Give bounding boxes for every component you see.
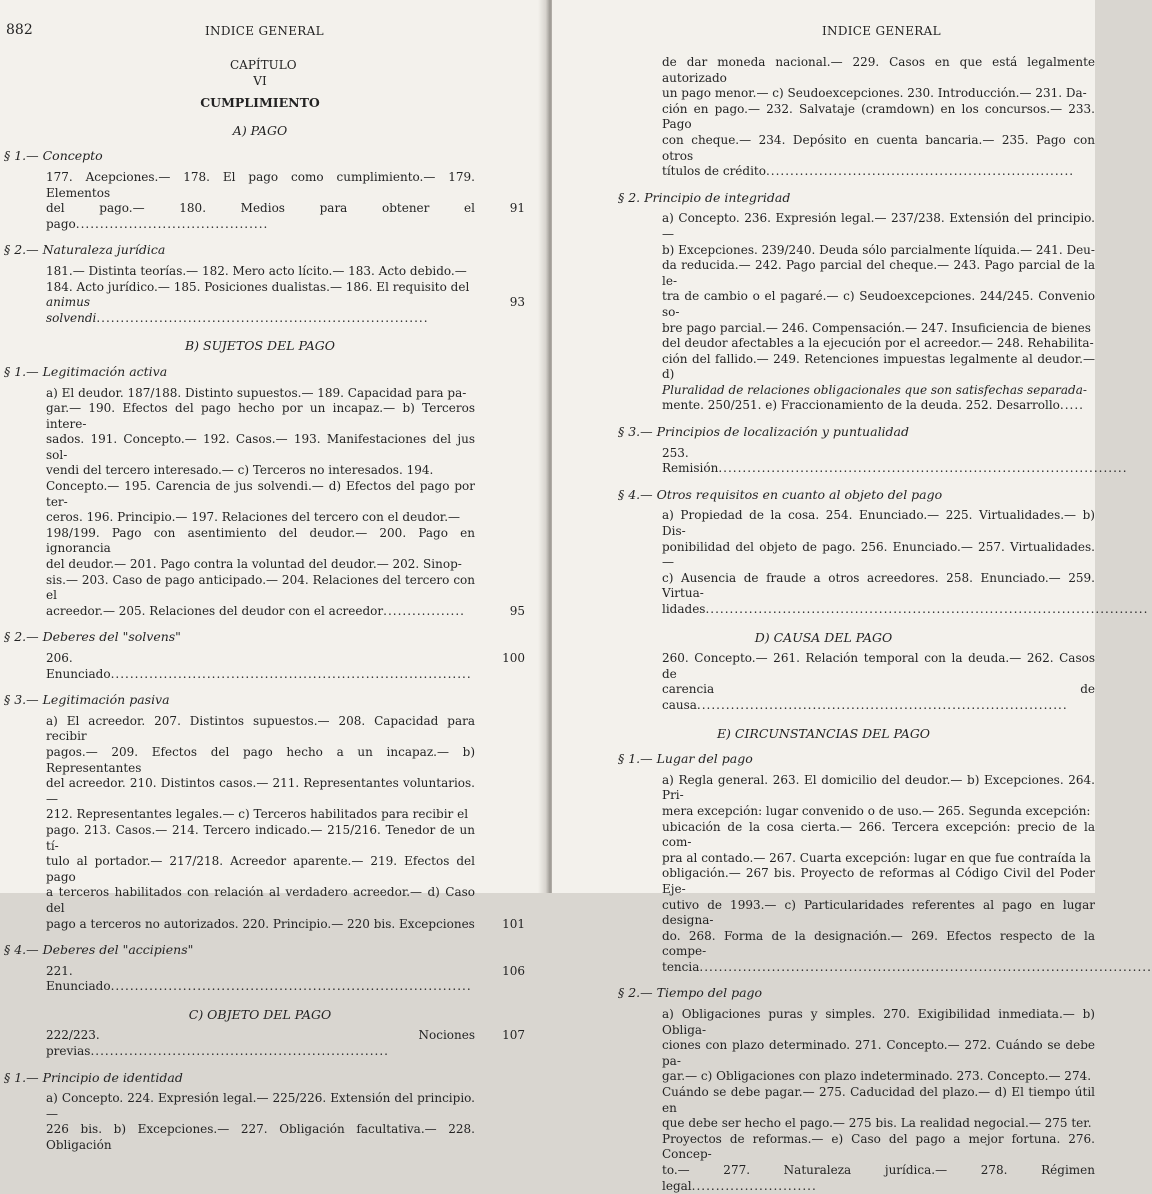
part-heading: A) PAGO <box>232 122 288 138</box>
toc-entry: a) El acreedor. 207. Distintos supuestos.— 208. Capacidad para recibir pagos.— 209. Efectos del pago hecho a un incapaz.— b) Representantes del acreedor. 210. Distintos casos.— 211. Representantes voluntarios.— 212. Representantes legales.— c) Terceros habilitados para recibir el pago. 213. Casos.— 214. Tercero indicado.— 215/216. Tenedor de un tí- tulo al portador.— 217/218. Acreedor aparente.— 219. Efectos del pago a terceros habilitados con relación al verdadero acreedor.— d) Caso del pago a terceros no autorizados. 220. Principio.— 220 bis. Excepciones 101 <box>46 713 525 931</box>
chapter-label: CAPÍTULO VI <box>230 58 297 88</box>
toc-entry: 253. Remisión..................................................................................... <box>662 445 1128 476</box>
section-heading: § 1.— Lugar del pago <box>618 751 753 767</box>
toc-entry: 181.— Distinta teorías.— 182. Mero acto lícito.— 183. Acto debido.— 184. Acto jurídico.— 185. Posiciones dualistas.— 186. El requisito del animus solvendi..................................................................... 93 <box>46 263 525 325</box>
section-heading: § 2.— Tiempo del pago <box>618 985 763 1001</box>
toc-entry: 221. Enunciado........................................................................... 106 <box>46 963 525 994</box>
toc-entry: 206. Enunciado........................................................................... 100 <box>46 651 525 681</box>
part-heading: E) CIRCUNSTANCIAS DEL PAGO <box>716 725 931 741</box>
part-heading: D) CAUSA DEL PAGO <box>754 629 893 645</box>
page-ref: 101 <box>502 916 525 931</box>
page-ref: 100 <box>502 651 525 665</box>
page-ref: 95 <box>509 603 525 618</box>
page-ref: 107 <box>502 1028 525 1043</box>
section-heading: § 1.— Concepto <box>4 148 103 164</box>
section-heading: § 4.— Deberes del "accipiens" <box>4 942 194 958</box>
section-heading: § 2.— Deberes del "solvens" <box>4 629 181 645</box>
toc-entry: a) Obligaciones puras y simples. 270. Exigibilidad inmediata.— b) Obliga- ciones con plazo determinado. 271. Concepto.— 272. Cuándo se debe pa- gar.— c) Obligaciones con plazo indeterminado. 273. Concepto.— 274. Cuándo se debe pagar.— 275. Caducidad del plazo.— d) El tiempo útil en que debe ser hecho el pago.— 275 bis. La realidad negocial.— 275 ter. Proyectos de reformas.— e) Caso del pago a mejor fortuna. 276. Concep- to.— 277. Naturaleza jurídica.— 278. Régimen legal.......................... <box>662 1007 1095 1193</box>
toc-entry: a) Concepto. 236. Expresión legal.— 237/238. Extensión del principio.— b) Excepciones. 239/240. Deuda sólo parcialmente líquida.— 241. Deu- da reducida.— 242. Pago parcial del cheque.— 243. Pago parcial de la le- tra de cambio o el pagaré.— c) Seudoexcepciones. 244/245. Convenio so- bre pago parcial.— 246. Compensación.— 247. Insuficiencia de bienes del deudor afectables a la ejecución por el acreedor.— 248. Rehabilita- ción del fallido.— 249. Retenciones impuestas legalmente al deudor.— d) Pluralidad de relaciones obligacionales que son satisfechas separada- mente. 250/251. e) Fraccionamiento de la deuda. 252. Desarrollo..... <box>662 211 1095 413</box>
toc-entry: a) Regla general. 263. El domicilio del deudor.— b) Excepciones. 264. Pri- mera excepción: lugar convenido o de uso.— 265. Segunda excepción: ubicación de la cosa cierta.— 266. Tercera excepción: precio de la com- pra al contado.— 267. Cuarta excepción: lugar en que fue contraída la obligación.— 267 bis. Proyecto de reformas al Código Civil del Poder Eje- cutivo de 1993.— c) Particularidades referentes al pago en lugar designa- do. 268. Forma de la designación.— 269. Efectos respecto de la compe- tencia.............................................................................................. <box>662 772 1152 974</box>
toc-entry: a) El deudor. 187/188. Distinto supuestos.— 189. Capacidad para pa- gar.— 190. Efectos del pago hecho por un incapaz.— b) Terceros intere- sados. 191. Concepto.— 192. Casos.— 193. Manifestaciones del jus sol- vendi del tercero interesado.— c) Terceros no interesados. 194. Concepto.— 195. Carencia de jus solvendi.— d) Efectos del pago por ter- ceros. 196. Principio.— 197. Relaciones del tercero con el deudor.— 198/199. Pago con asentimiento del deudor.— 200. Pago en ignorancia del deudor.— 201. Pago contra la voluntad del deudor.— 202. Sinop- sis.— 203. Caso de pago anticipado.— 204. Relaciones del tercero con el acreedor.— 205. Relaciones del deudor con el acreedor................. 95 <box>46 385 525 618</box>
section-heading: § 1.— Legitimación activa <box>4 363 168 379</box>
section-heading: § 3.— Legitimación pasiva <box>4 692 170 708</box>
section-heading: § 2.— Naturaleza jurídica <box>4 242 166 258</box>
toc-entry: 222/223. Nociones previas.............................................................. 107 <box>46 1028 525 1059</box>
section-heading: § 1.— Principio de identidad <box>4 1069 183 1085</box>
part-heading: C) OBJETO DEL PAGO <box>188 1006 332 1022</box>
section-heading: § 4.— Otros requisitos en cuanto al objeto del pago <box>618 486 943 502</box>
toc-column <box>0 58 525 1154</box>
toc-entry: a) Concepto. 224. Expresión legal.— 225/226. Extensión del principio.— 226 bis. b) Excepciones.— 227. Obligación facultativa.— 228. Obligación <box>46 1091 475 1153</box>
left-page <box>0 0 545 1153</box>
page-number: 882 <box>6 22 33 38</box>
page-ref: 91 <box>509 201 525 216</box>
toc-entry: de dar moneda nacional.— 229. Casos en que está legalmente autorizado un pago menor.— c) Seudoexcepciones. 230. Introducción.— 231. Da- ción en pago.— 232. Salvataje (cramdown) en los concursos.— 233. Pago con cheque.— 234. Depósito en cuenta bancaria.— 235. Pago con otros títulos de crédito................................................................ <box>662 55 1095 179</box>
right-page <box>552 0 1152 1193</box>
toc-entry: 260. Concepto.— 261. Relación temporal con la deuda.— 262. Casos de carencia de causa............................................................................. <box>662 651 1095 712</box>
toc-column <box>552 55 1152 1194</box>
chapter-title: CUMPLIMIENTO <box>200 95 320 111</box>
section-heading: § 2. Principio de integridad <box>618 189 791 205</box>
section-heading: § 3.— Principios de localización y puntualidad <box>618 424 910 440</box>
toc-entry: 177. Acepciones.— 178. El pago como cumplimiento.— 179. Elementos del pago.— 180. Medios para obtener el pago........................................ 91 <box>46 169 525 231</box>
running-head: INDICE GENERAL <box>822 24 941 38</box>
toc-entry: a) Propiedad de la cosa. 254. Enunciado.— 225. Virtualidades.— b) Dis- ponibilidad del objeto de pago. 256. Enunciado.— 257. Virtualidades.— c) Ausencia de fraude a otros acreedores. 258. Enunciado.— 259. Virtua- lidades............................................................................................ <box>662 508 1149 616</box>
page-ref: 106 <box>502 963 525 978</box>
running-head: INDICE GENERAL <box>205 24 324 38</box>
part-heading: B) SUJETOS DEL PAGO <box>185 338 335 354</box>
page-ref: 93 <box>509 295 525 310</box>
